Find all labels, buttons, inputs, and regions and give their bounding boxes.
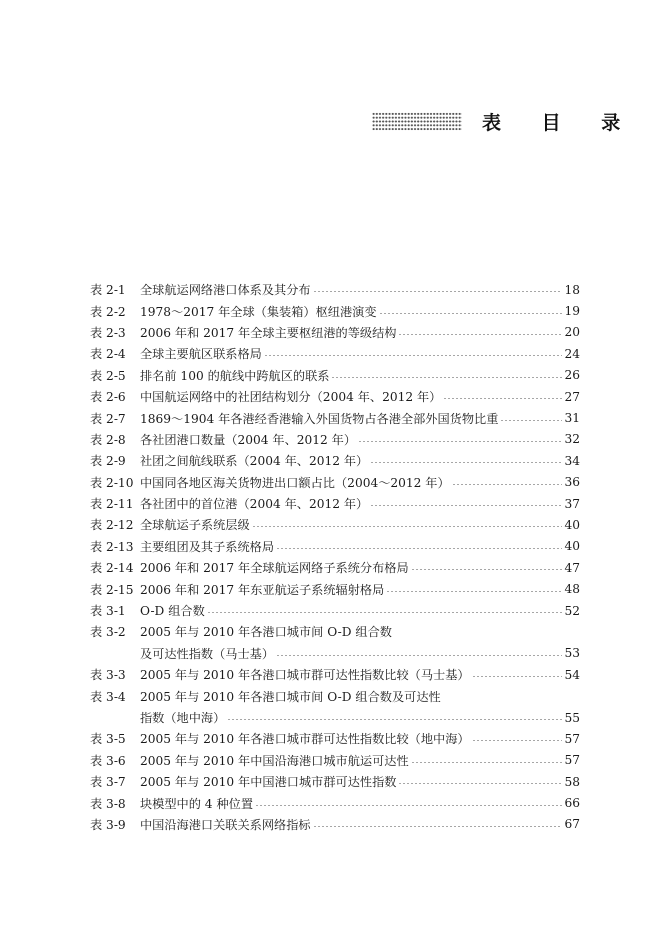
entry-number: 表 2-5 <box>90 368 126 383</box>
entry-title-continued: 指数（地中海） <box>140 711 226 726</box>
toc-entry[interactable] <box>90 365 580 386</box>
entry-number: 表 3-5 <box>90 732 126 747</box>
entry-page-number: 40 <box>564 539 580 554</box>
dot-leader <box>472 740 563 741</box>
toc-entry[interactable] <box>90 450 580 471</box>
entry-title: 中国航运网络中的社团结构划分（2004 年、2012 年） <box>140 390 442 405</box>
entry-title: 2006 年和 2017 年全球航运网络子系统分布格局 <box>140 561 409 576</box>
entry-number: 表 2-15 <box>90 582 134 597</box>
entry-page-number: 48 <box>564 582 580 597</box>
toc-entry[interactable] <box>90 621 580 664</box>
entry-title: 主要组团及其子系统格局 <box>140 539 275 554</box>
dot-leader <box>398 334 562 335</box>
toc-entry[interactable] <box>90 429 580 450</box>
toc-entry[interactable] <box>90 728 580 749</box>
dot-leader <box>386 591 562 592</box>
entry-title: O-D 组合数 <box>140 604 205 619</box>
dot-leader <box>452 484 563 485</box>
dot-leader <box>331 377 562 378</box>
entry-number: 表 3-6 <box>90 753 126 768</box>
entry-page-number: 66 <box>564 796 580 811</box>
dot-leader <box>370 462 562 463</box>
entry-number: 表 2-11 <box>90 497 134 512</box>
toc-entry[interactable] <box>90 750 580 771</box>
entry-page-number: 26 <box>564 368 580 383</box>
toc-entry[interactable] <box>90 600 580 621</box>
entry-number: 表 2-1 <box>90 283 126 298</box>
entry-page-number: 58 <box>564 774 580 789</box>
entry-number: 表 2-7 <box>90 411 126 426</box>
toc-entry[interactable] <box>90 664 580 685</box>
entry-title: 排名前 100 的航线中跨航区的联系 <box>140 368 330 383</box>
entry-number: 表 2-12 <box>90 518 134 533</box>
entry-title: 全球主要航区联系格局 <box>140 347 262 362</box>
dot-leader <box>411 762 563 763</box>
dot-leader <box>252 526 563 527</box>
dot-leader <box>276 655 562 656</box>
entry-title: 全球航运网络港口体系及其分布 <box>140 283 311 298</box>
dot-leader <box>264 355 563 356</box>
entry-number: 表 2-3 <box>90 325 126 340</box>
entry-page-number: 37 <box>564 496 580 511</box>
dot-leader <box>207 612 563 613</box>
entry-number: 表 2-6 <box>90 390 126 405</box>
dot-leader <box>411 569 563 570</box>
entry-number: 表 2-14 <box>90 561 134 576</box>
entry-page-number: 47 <box>564 560 580 575</box>
entry-number: 表 2-9 <box>90 454 126 469</box>
dot-leader <box>443 398 562 399</box>
entry-page-number: 32 <box>564 432 580 447</box>
toc-entry[interactable] <box>90 386 580 407</box>
entry-page-number: 53 <box>564 646 580 661</box>
toc-entry[interactable] <box>90 578 580 599</box>
entry-number: 表 3-9 <box>90 817 126 832</box>
entry-number: 表 3-3 <box>90 668 126 683</box>
entry-number: 表 2-13 <box>90 539 134 554</box>
dot-leader <box>276 548 562 549</box>
entry-page-number: 20 <box>564 325 580 340</box>
toc-entry[interactable] <box>90 514 580 535</box>
entry-number: 表 3-2 <box>90 625 126 640</box>
entry-title: 中国同各地区海关货物进出口额占比（2004～2012 年） <box>140 475 450 490</box>
toc-header <box>372 108 637 135</box>
page-title: 表 目 录 <box>482 112 638 134</box>
dot-leader <box>313 826 563 827</box>
entry-title: 块模型中的 4 种位置 <box>140 796 254 811</box>
dot-leader <box>255 805 562 806</box>
entry-title: 各社团中的首位港（2004 年、2012 年） <box>140 497 369 512</box>
entry-title: 2005 年与 2010 年中国港口城市群可达性指数 <box>140 775 397 790</box>
entry-title: 1978～2017 年全球（集装箱）枢纽港演变 <box>140 304 377 319</box>
dot-leader <box>398 783 562 784</box>
dot-leader <box>358 441 562 442</box>
entry-number: 表 3-1 <box>90 604 126 619</box>
entry-title: 全球航运子系统层级 <box>140 518 250 533</box>
toc-entry[interactable] <box>90 685 580 728</box>
toc-entry[interactable] <box>90 493 580 514</box>
entry-title: 2006 年和 2017 年东亚航运子系统辐射格局 <box>140 582 385 597</box>
entry-page-number: 34 <box>564 453 580 468</box>
toc-entry[interactable] <box>90 300 580 321</box>
dot-leader <box>472 676 563 677</box>
entry-title-continued: 及可达性指数（马士基） <box>140 646 275 661</box>
dot-leader <box>500 420 562 421</box>
entry-page-number: 57 <box>564 753 580 768</box>
entry-page-number: 27 <box>564 389 580 404</box>
entry-title: 社团之间航线联系（2004 年、2012 年） <box>140 454 369 469</box>
entry-page-number: 52 <box>564 603 580 618</box>
toc-entry[interactable] <box>90 771 580 792</box>
entry-page-number: 54 <box>564 667 580 682</box>
entry-title: 2005 年与 2010 年各港口城市群可达性指数比较（地中海） <box>140 732 470 747</box>
entry-title: 2006 年和 2017 年全球主要枢纽港的等级结构 <box>140 325 397 340</box>
entry-number: 表 3-4 <box>90 689 126 704</box>
entry-page-number: 55 <box>564 710 580 725</box>
entry-title: 2005 年与 2010 年各港口城市群可达性指数比较（马士基） <box>140 668 470 683</box>
dot-leader <box>313 291 563 292</box>
toc-entry[interactable] <box>90 279 580 300</box>
toc-entry[interactable] <box>90 792 580 813</box>
entry-title: 中国沿海港口关联关系网络指标 <box>140 817 311 832</box>
entry-number: 表 2-10 <box>90 475 134 490</box>
toc-entry[interactable] <box>90 536 580 557</box>
entry-page-number: 40 <box>564 517 580 532</box>
entry-title: 各社团港口数量（2004 年、2012 年） <box>140 432 357 447</box>
entry-number: 表 2-4 <box>90 347 126 362</box>
entry-number: 表 2-8 <box>90 432 126 447</box>
entry-number: 表 3-7 <box>90 775 126 790</box>
entry-number: 表 2-2 <box>90 304 126 319</box>
entry-page-number: 24 <box>564 346 580 361</box>
entry-title: 2005 年与 2010 年各港口城市间 O-D 组合数 <box>140 625 392 640</box>
entry-number: 表 3-8 <box>90 796 126 811</box>
entry-page-number: 57 <box>564 731 580 746</box>
entry-page-number: 36 <box>564 475 580 490</box>
dot-leader <box>379 313 563 314</box>
entry-page-number: 31 <box>564 411 580 426</box>
entry-page-number: 67 <box>564 817 580 832</box>
dot-leader <box>370 505 562 506</box>
entry-title: 2005 年与 2010 年中国沿海港口城市航运可达性 <box>140 753 409 768</box>
toc-entry[interactable] <box>90 557 580 578</box>
dot-pattern-decoration <box>372 112 462 131</box>
entry-title: 1869～1904 年各港经香港输入外国货物占各港全部外国货物比重 <box>140 411 499 426</box>
toc-entry[interactable] <box>90 343 580 364</box>
dot-leader <box>227 719 562 720</box>
toc-entry[interactable] <box>90 472 580 493</box>
toc-entry[interactable] <box>90 407 580 428</box>
toc-entry[interactable] <box>90 322 580 343</box>
toc-entry[interactable] <box>90 814 580 835</box>
entry-page-number: 19 <box>564 304 580 319</box>
entry-title: 2005 年与 2010 年各港口城市间 O-D 组合数及可达性 <box>140 689 441 704</box>
entry-page-number: 18 <box>564 282 580 297</box>
table-of-contents-list <box>90 279 580 835</box>
